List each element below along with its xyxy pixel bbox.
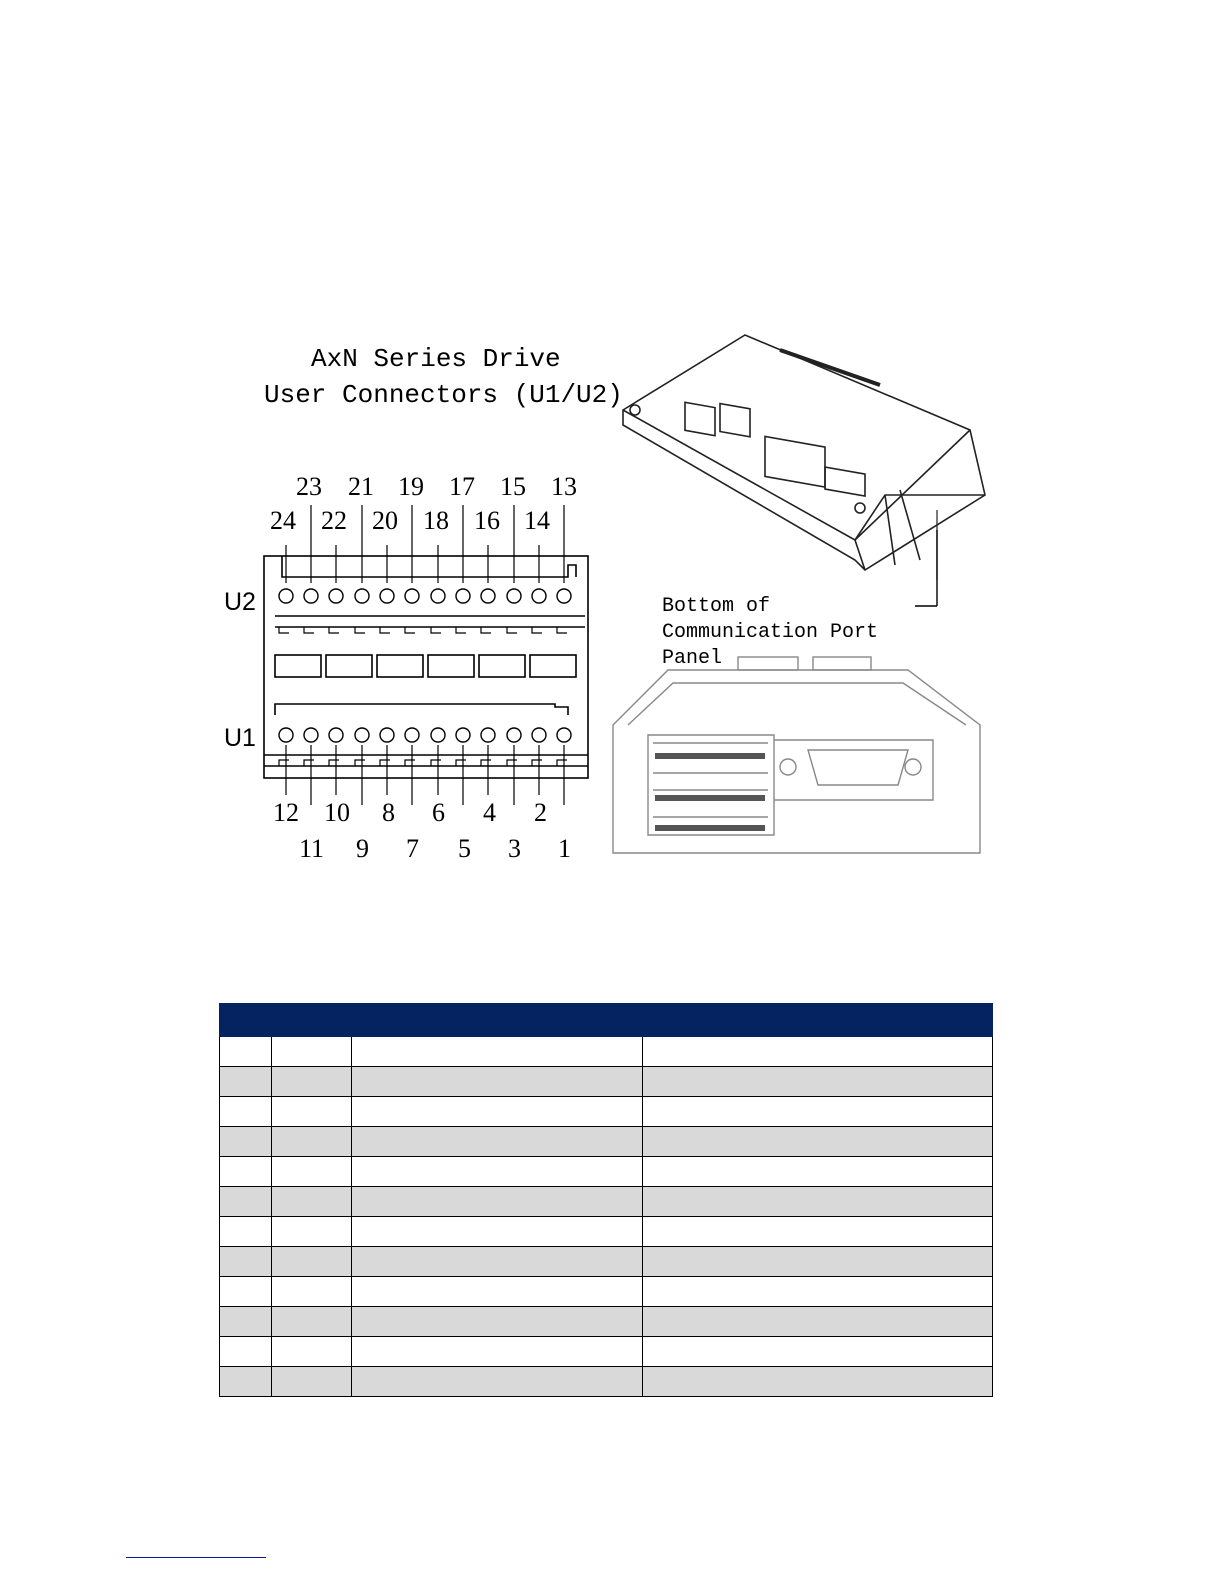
table-cell <box>272 1187 352 1217</box>
table-cell <box>220 1217 272 1247</box>
table-row <box>220 1217 993 1247</box>
pin-number: 13 <box>551 472 577 501</box>
table-cell <box>643 1307 993 1337</box>
table-cell <box>272 1157 352 1187</box>
diagram-title-line1: AxN Series Drive <box>311 344 561 374</box>
pin-number: 16 <box>474 506 500 535</box>
table-cell <box>643 1067 993 1097</box>
table-header-row <box>220 1004 993 1037</box>
pin-number: 11 <box>299 834 325 863</box>
table-cell <box>272 1277 352 1307</box>
table-cell <box>352 1187 643 1217</box>
table-cell <box>220 1367 272 1397</box>
pin-table <box>219 1003 993 1397</box>
table-cell <box>352 1037 643 1067</box>
table-cell <box>220 1037 272 1067</box>
table-header-cell <box>220 1004 272 1037</box>
pin-number: 12 <box>273 798 299 827</box>
table-cell <box>352 1157 643 1187</box>
table-cell <box>352 1097 643 1127</box>
connector-drawing <box>255 505 600 805</box>
pin-number: 23 <box>296 472 322 501</box>
table-row <box>220 1037 993 1067</box>
table-cell <box>643 1037 993 1067</box>
table-cell <box>272 1127 352 1157</box>
table-cell <box>272 1037 352 1067</box>
table-row <box>220 1187 993 1217</box>
table-cell <box>220 1337 272 1367</box>
table-cell <box>272 1247 352 1277</box>
table-cell <box>643 1277 993 1307</box>
table-cell <box>643 1367 993 1397</box>
connector-u1-label: U1 <box>224 724 256 752</box>
table-row <box>220 1367 993 1397</box>
table-cell <box>272 1097 352 1127</box>
diagram-title-line2: User Connectors (U1/U2) <box>264 380 623 410</box>
pin-number: 1 <box>558 834 571 863</box>
table-cell <box>352 1067 643 1097</box>
pin-number: 18 <box>423 506 449 535</box>
table-cell <box>220 1277 272 1307</box>
footnote-separator <box>126 1557 266 1558</box>
table-row <box>220 1067 993 1097</box>
table-cell <box>220 1247 272 1277</box>
table-header-cell <box>272 1004 352 1037</box>
table-cell <box>272 1367 352 1397</box>
pin-number: 22 <box>321 506 347 535</box>
table-cell <box>352 1307 643 1337</box>
pin-number: 20 <box>372 506 398 535</box>
table-row <box>220 1127 993 1157</box>
pin-number: 15 <box>500 472 526 501</box>
port-panel-drawing <box>608 655 984 860</box>
table-row <box>220 1277 993 1307</box>
table-cell <box>352 1277 643 1307</box>
pin-number: 3 <box>508 834 521 863</box>
pin-number: 10 <box>324 798 350 827</box>
table-cell <box>643 1187 993 1217</box>
table-cell <box>272 1307 352 1337</box>
table-cell <box>352 1127 643 1157</box>
table-cell <box>272 1067 352 1097</box>
table-cell <box>352 1337 643 1367</box>
table-cell <box>643 1337 993 1367</box>
pin-number: 24 <box>270 506 296 535</box>
connector-u2-label: U2 <box>224 588 256 616</box>
pin-number: 6 <box>432 798 445 827</box>
callout-label: Bottom of Communication Port Panel <box>662 595 879 670</box>
callout-leader-line <box>915 530 940 610</box>
pin-number: 2 <box>534 798 547 827</box>
table-cell <box>352 1367 643 1397</box>
table-header-cell <box>643 1004 993 1037</box>
pin-number: 19 <box>398 472 424 501</box>
table-row <box>220 1247 993 1277</box>
table-cell <box>220 1307 272 1337</box>
pin-number: 9 <box>356 834 369 863</box>
pin-number: 8 <box>382 798 395 827</box>
table-cell <box>643 1157 993 1187</box>
pin-number: 14 <box>524 506 550 535</box>
table-header-cell <box>352 1004 643 1037</box>
table-cell <box>352 1247 643 1277</box>
table-cell <box>272 1217 352 1247</box>
pin-number: 5 <box>458 834 471 863</box>
table-cell <box>643 1217 993 1247</box>
pin-number: 17 <box>449 472 475 501</box>
table-cell <box>220 1157 272 1187</box>
table-cell <box>220 1097 272 1127</box>
table-cell <box>643 1247 993 1277</box>
table-row <box>220 1307 993 1337</box>
table-row <box>220 1337 993 1367</box>
table-cell <box>352 1217 643 1247</box>
pin-number: 7 <box>406 834 419 863</box>
table-row <box>220 1157 993 1187</box>
table-cell <box>220 1127 272 1157</box>
table-cell <box>272 1337 352 1367</box>
table-cell <box>643 1127 993 1157</box>
table-cell <box>220 1187 272 1217</box>
pin-number: 4 <box>483 798 496 827</box>
pin-number: 21 <box>348 472 374 501</box>
table-cell <box>643 1097 993 1127</box>
table-row <box>220 1097 993 1127</box>
table-cell <box>220 1067 272 1097</box>
